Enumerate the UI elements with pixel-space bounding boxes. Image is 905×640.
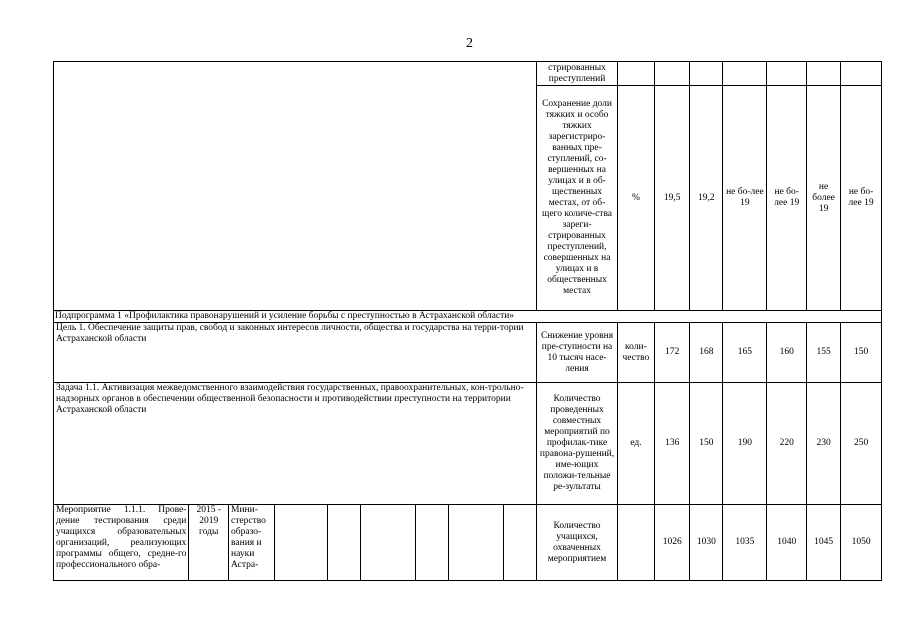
blank-cell	[504, 505, 537, 581]
value-cell: 172	[655, 323, 690, 383]
value-cell: 1045	[807, 505, 841, 581]
table-row	[54, 323, 882, 383]
table-row	[54, 62, 882, 86]
value-cell: 155	[807, 323, 841, 383]
table-row	[54, 505, 882, 581]
value-cell: 160	[767, 323, 807, 383]
value-cell: 136	[655, 383, 690, 505]
value-cell	[767, 62, 807, 86]
value-cell: 150	[841, 323, 882, 383]
value-cell: 1040	[767, 505, 807, 581]
period-cell: 2015 - 2019 годы	[189, 505, 229, 581]
value-cell: 250	[841, 383, 882, 505]
unit-cell	[617, 62, 654, 86]
value-cell: 190	[723, 383, 767, 505]
value-cell: не бо-лее 19	[723, 86, 767, 311]
value-cell	[655, 62, 690, 86]
value-cell: 150	[690, 383, 723, 505]
program-indicators-table	[53, 61, 882, 581]
task-text: Задача 1.1. Активизация межведомственного взаимодействия государственных, правоохранительных, кон-трольно-надзорных органов в обеспечении общественной безопасности и противодействии преступности на территории Астраханской области	[54, 383, 537, 505]
value-cell	[841, 62, 882, 86]
unit-cell	[617, 505, 654, 581]
blank-cell	[54, 62, 537, 311]
value-cell: 168	[690, 323, 723, 383]
value-cell: не бо-лее 19	[767, 86, 807, 311]
value-cell	[690, 62, 723, 86]
value-cell: 1050	[841, 505, 882, 581]
value-cell: 220	[767, 383, 807, 505]
value-cell: 19,5	[655, 86, 690, 311]
value-cell: 230	[807, 383, 841, 505]
executor-cell: Мини-стерство образо-вания и науки Астра-	[229, 505, 275, 581]
indicator-cell: Количество проведенных совместных мероприятий по профилак-тике правона-рушений, име-ющих положи-тельные ре-зультаты	[537, 383, 617, 505]
measure-text: Мероприятие 1.1.1. Прове-дение тестирования среди учащихся образовательных организаций, реализующих программы общего, средне-го профессионального обра-	[54, 505, 189, 581]
indicator-cell: Снижение уровня пре-ступности на 10 тысяч насе-ления	[537, 323, 617, 383]
blank-cell	[275, 505, 328, 581]
indicator-cell: стрированных преступлений	[537, 62, 617, 86]
value-cell: 1035	[723, 505, 767, 581]
blank-cell	[449, 505, 504, 581]
indicator-cell: Сохранение доли тяжких и особо тяжких зарегистриро-ванных пре-ступлений, со-вершенных на улицах и в об-щественных местах, от об-щего количе-ства зареги-стрированных преступлений, совершенных на улицах и в общественных местах	[537, 86, 617, 311]
table-row	[54, 383, 882, 505]
value-cell: не бо-лее 19	[841, 86, 882, 311]
page-number: 2	[466, 36, 473, 51]
value-cell	[807, 62, 841, 86]
value-cell: 1026	[655, 505, 690, 581]
blank-cell	[361, 505, 416, 581]
subprogram-heading: Подпрограмма 1 «Профилактика правонарушений и усиление борьбы с преступностью в Астраханской области»	[54, 311, 882, 323]
indicator-cell: Количество учащихся, охваченных мероприятием	[537, 505, 617, 581]
value-cell: 19,2	[690, 86, 723, 311]
table-row	[54, 311, 882, 323]
goal-text: Цель 1. Обеспечение защиты прав, свобод и законных интересов личности, общества и государства на терри-тории Астраханской области	[54, 323, 537, 383]
value-cell	[723, 62, 767, 86]
unit-cell: коли-чество	[617, 323, 654, 383]
blank-cell	[328, 505, 361, 581]
blank-cell	[416, 505, 449, 581]
unit-cell: ед.	[617, 383, 654, 505]
value-cell: не более 19	[807, 86, 841, 311]
value-cell: 1030	[690, 505, 723, 581]
value-cell: 165	[723, 323, 767, 383]
unit-cell: %	[617, 86, 654, 311]
